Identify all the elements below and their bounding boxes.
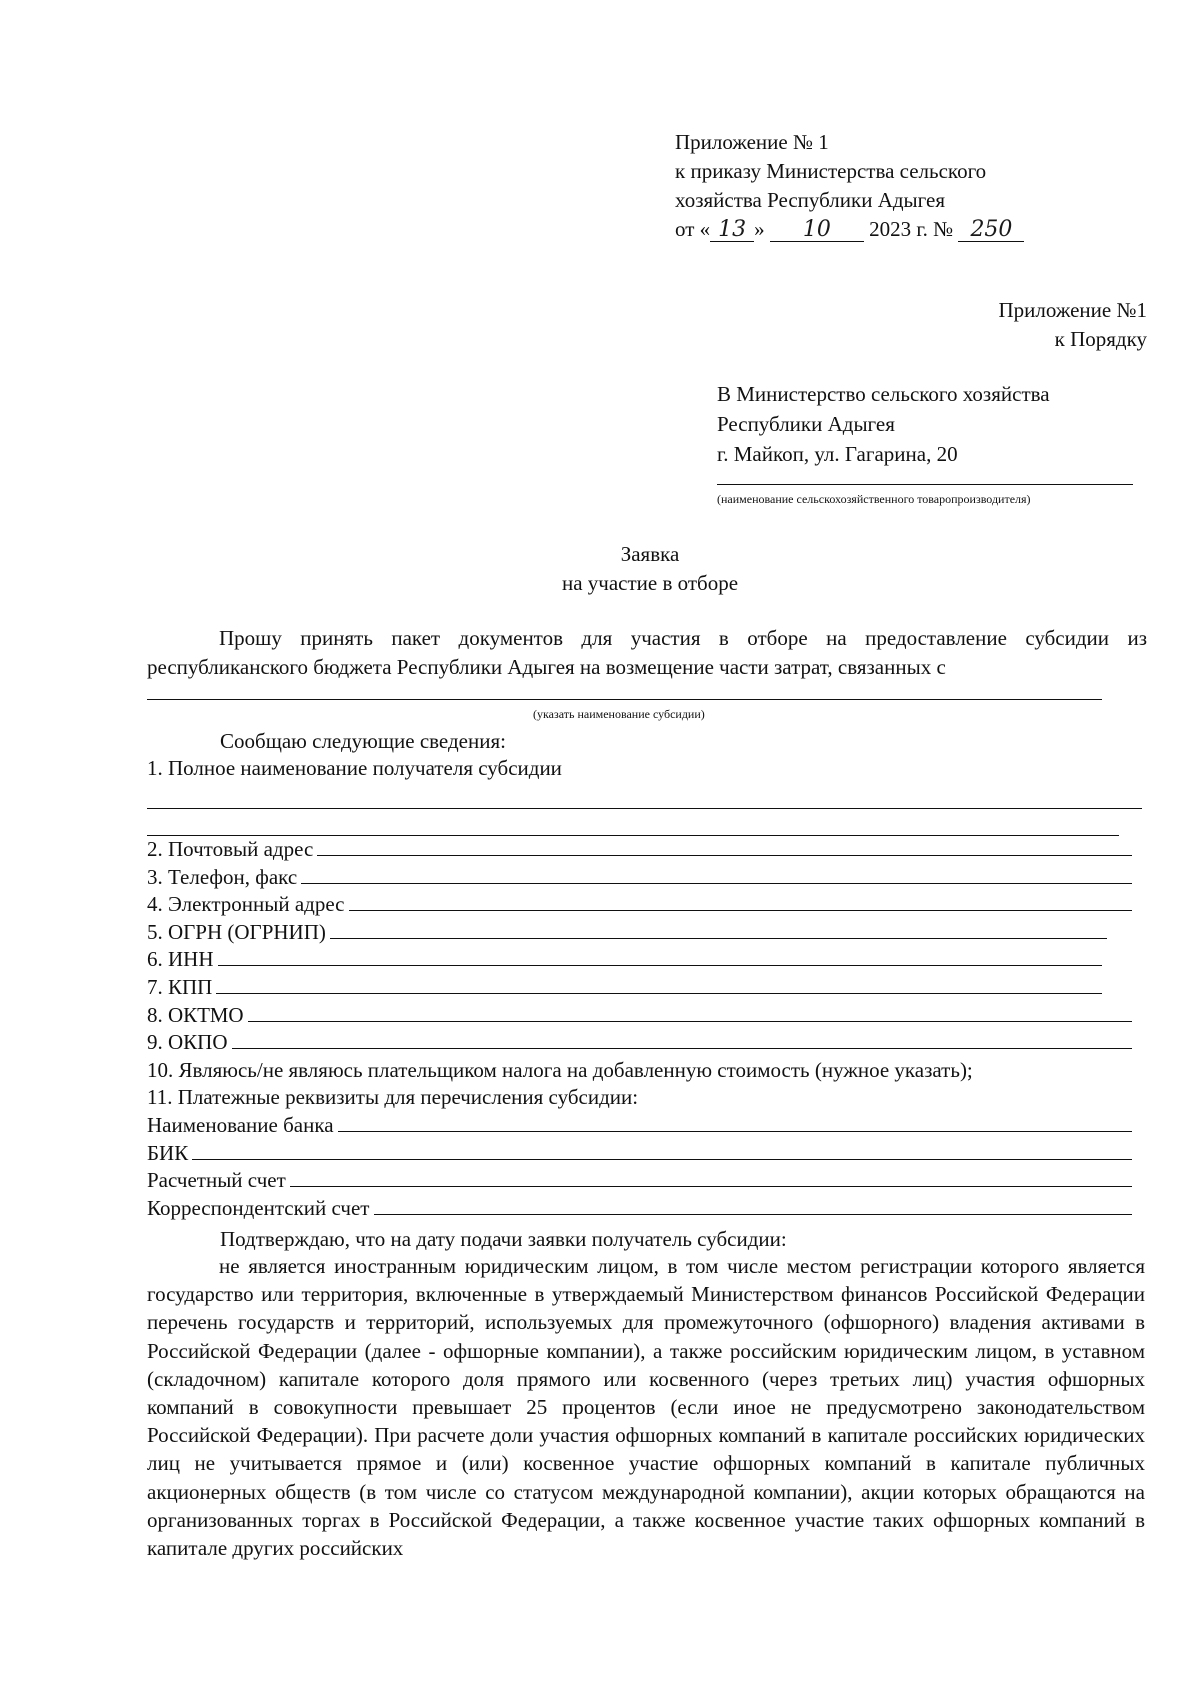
field-blank[interactable] — [232, 1030, 1132, 1049]
addressee-line-1: В Министерство сельского хозяйства — [717, 382, 1050, 406]
info-intro: Сообщаю следующие сведения: — [220, 729, 506, 753]
handwritten-month: 10 — [770, 219, 864, 242]
field-label: Расчетный счет — [147, 1168, 286, 1193]
form-field — [147, 1002, 1132, 1030]
field-label: Наименование банка — [147, 1112, 334, 1137]
title-line-1: Заявка — [620, 542, 680, 566]
form-field — [147, 891, 1132, 919]
handwritten-day: 13 — [710, 219, 754, 242]
appendix-number: Приложение № 1 — [675, 130, 829, 154]
addressee-line-2: Республики Адыгея — [717, 412, 895, 436]
field-label: 5. ОГРН (ОГРНИП) — [147, 919, 326, 944]
field-blank[interactable] — [301, 865, 1132, 884]
field-label: 9. ОКПО — [147, 1030, 228, 1055]
form-field — [147, 1029, 1132, 1057]
applicant-details — [147, 836, 1132, 1222]
producer-name-caption: (наименование сельскохозяйственного товаропроизводителя) — [717, 492, 1031, 506]
field-label: 6. ИНН — [147, 947, 214, 972]
order-date-line — [675, 215, 1024, 244]
form-field — [147, 864, 1132, 892]
vat-status-label: 10. Являюсь/не являюсь плательщиком налога на добавленную стоимость (нужное указать); — [147, 1057, 973, 1082]
field-label: 2. Почтовый адрес — [147, 837, 314, 861]
recipient-full-name-label: 1. Полное наименование получателя субсидии — [147, 756, 562, 780]
procedure-reference: к Порядку — [1054, 327, 1147, 351]
form-field — [147, 1167, 1132, 1195]
subsidy-name-caption: (указать наименование субсидии) — [533, 707, 705, 721]
field-label: БИК — [147, 1140, 189, 1165]
date-mid: » — [754, 217, 765, 241]
form-field — [147, 1195, 1132, 1223]
recipient-name-blank-1[interactable] — [147, 808, 1142, 809]
field-blank[interactable] — [349, 892, 1133, 911]
form-field — [147, 1140, 1132, 1168]
form-field — [147, 974, 1102, 1002]
producer-name-blank[interactable] — [717, 484, 1133, 485]
addressee-address: г. Майкоп, ул. Гагарина, 20 — [717, 442, 958, 466]
document-title — [450, 540, 850, 598]
field-blank[interactable] — [330, 920, 1107, 939]
subsidy-name-blank[interactable] — [147, 699, 1102, 700]
order-appendix-header — [675, 128, 1024, 244]
handwritten-order-number: 250 — [958, 219, 1024, 242]
field-blank[interactable] — [374, 1196, 1133, 1215]
form-field — [147, 946, 1102, 974]
field-label: 4. Электронный адрес — [147, 892, 345, 917]
field-label: 7. КПП — [147, 974, 213, 999]
form-field — [147, 919, 1107, 947]
ministry-name: хозяйства Республики Адыгея — [675, 188, 945, 212]
procedure-appendix-number: Приложение №1 — [998, 298, 1147, 322]
form-field — [147, 836, 1132, 864]
field-label: 3. Телефон, факс — [147, 864, 298, 889]
date-prefix: от « — [675, 217, 711, 241]
payment-details-label: 11. Платежные реквизиты для перечисления субсидии: — [147, 1085, 639, 1110]
field-blank[interactable] — [248, 1003, 1132, 1022]
field-blank[interactable] — [290, 1168, 1132, 1187]
field-blank[interactable] — [317, 837, 1132, 856]
form-field — [147, 1112, 1132, 1140]
offshore-declaration-paragraph: не является иностранным юридическим лицом, в том числе местом регистрации которого является государство или территория, включенные в утверждаемый Министерством финансов Российской Федерации перечень государств и территорий, используемых для промежуточного (офшорного) владения активами в Российской Федерации (далее - офшорные компании), а также российским юридическим лицом, в уставном (складочном) капитале которого доля прямого или косвенного (через третьих лиц) участия офшорных компаний в совокупности превышает 25 процентов (если иное не предусмотрено законодательством Российской Федерации). При расчете доли участия офшорных компаний в капитале российских юридических лиц не учитывается прямое и (или) косвенное участие офшорных компаний в капитале публичных акционерных обществ (в том числе со статусом международной компании), акции которых обращаются на организованных торгах в Российской Федерации, а также косвенное участие таких офшорных компаний в капитале других российских — [147, 1254, 1145, 1561]
title-line-2: на участие в отборе — [561, 571, 739, 595]
order-reference: к приказу Министерства сельского — [675, 159, 987, 183]
year-label: 2023 г. № — [869, 217, 954, 241]
procedure-appendix-header — [999, 296, 1148, 354]
field-blank[interactable] — [192, 1141, 1132, 1160]
confirmation-intro: Подтверждаю, что на дату подачи заявки получатель субсидии: — [220, 1227, 787, 1251]
field-blank[interactable] — [216, 975, 1102, 994]
request-paragraph: Прошу принять пакет документов для участия в отборе на предоставление субсидии из республиканского бюджета Республики Адыгея на возмещение части затрат, связанных с — [147, 626, 1147, 679]
addressee-block — [717, 379, 1050, 469]
field-blank[interactable] — [338, 1113, 1132, 1132]
field-label: 8. ОКТМО — [147, 1002, 244, 1027]
field-label: Корреспондентский счет — [147, 1195, 370, 1220]
field-blank[interactable] — [218, 947, 1103, 966]
